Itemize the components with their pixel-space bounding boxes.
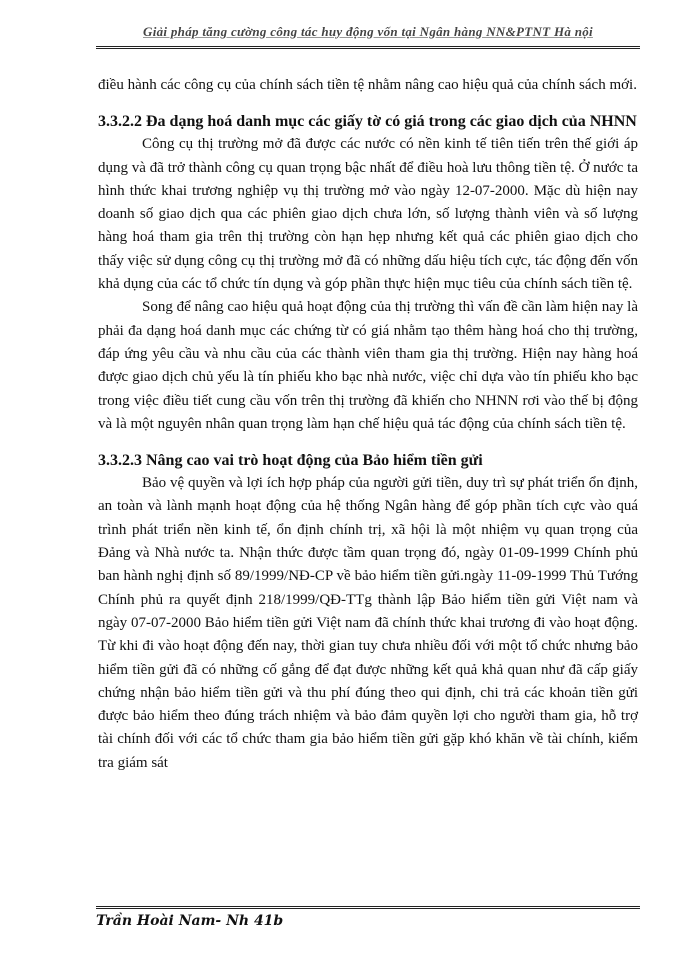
paragraph: Công cụ thị trường mở đã được các nước có nền kinh tế tiên tiến trên thế giới áp dụng và đã trở thành công cụ quan trọng bậc nhất để điều hoà lưu thông tiền tệ. Ở nước ta hình thức khai trương nghiệp vụ thị trường mở vào ngày 12-07-2000. Mặc dù hiện nay doanh số giao dịch qua các phiên giao dịch chưa lớn, số lượng thành viên và số lượng hàng hoá tham gia trên thị trường còn hạn hẹp nhưng kết quả các phiên giao dịch cho thấy việc sử dụng công cụ thị trường mở đã có những dấu hiệu tích cực, tác động đến vốn khả dụng của các tổ chức tín dụng và góp phần thực hiện mục tiêu của chính sách tiền tệ.: [98, 136, 638, 293]
page-header: [96, 22, 640, 49]
document-body: [98, 74, 638, 775]
intro-paragraph: điều hành các công cụ của chính sách tiền tệ nhằm nâng cao hiệu quả của chính sách mới.: [98, 77, 637, 93]
footer-author: Trần Hoài Nam- Nh 41b: [96, 913, 284, 929]
section-heading-3-3-2-3: 3.3.2.3 Nâng cao vai trò hoạt động của Bảo hiểm tiền gửi: [98, 452, 483, 470]
page-footer: [96, 906, 640, 929]
header-title: Giải pháp tăng cường công tác huy động vốn tại Ngân hàng NN&PTNT Hà nội: [143, 24, 593, 39]
paragraph: Song để nâng cao hiệu quả hoạt động của thị trường thì vấn đề cần làm hiện nay là phải đa dạng hoá danh mục các chứng từ có giá nhằm tạo thêm hàng hoá cho thị trường, đáp ứng yêu cầu và nhu cầu của các thành viên tham gia thị trường. Hiện nay hàng hoá được giao dịch chủ yếu là tín phiếu kho bạc nhà nước, việc chỉ dựa vào tín phiếu kho bạc trong việc điều tiết cung cầu vốn trên thị trường đã khiến cho NHNN rơi vào thế bị động và là một nguyên nhân quan trọng làm hạn chế hiệu quả tác động của chính sách tiền tệ.: [98, 299, 638, 432]
paragraph: Bảo vệ quyền và lợi ích hợp pháp của người gửi tiền, duy trì sự phát triển ổn định, an toàn và lành mạnh hoạt động của hệ thống Ngân hàng để góp phần tích cực vào quá trình phát triển nền kinh tế, ổn định chính trị, xã hội là một nhiệm vụ quan trọng của Đảng và Nhà nước ta. Nhận thức được tầm quan trọng đó, ngày 01-09-1999 Chính phủ ban hành nghị định số 89/1999/NĐ-CP về bảo hiểm tiền gửi.ngày 11-09-1999 Thủ Tướng Chính phủ ra quyết định 218/1999/QĐ-TTg thành lập Bảo hiểm tiền gửi Việt nam và ngày 07-07-2000 Bảo hiểm tiền gửi Việt nam đã chính thức khai trương đi vào hoạt động. Từ khi đi vào hoạt động đến nay, thời gian tuy chưa nhiều đối với một tổ chức nhưng bảo hiểm tiền gửi đã có những cố gắng để đạt được những kết quả khả quan như đã cấp giấy chứng nhận bảo hiểm tiền gửi và thu phí đúng theo qui định, chi trả các khoản tiền gửi được bảo hiểm theo đúng trách nhiệm và bảo đảm quyền lợi cho người tham gia, hỗ trợ tài chính đối với các tổ chức tham gia bảo hiểm tiền gửi gặp khó khăn về tài chính, kiểm tra giám sát: [98, 475, 638, 771]
section-heading-3-3-2-2: 3.3.2.2 Đa dạng hoá danh mục các giấy tờ có giá trong các giao dịch của NHNN: [98, 113, 637, 131]
